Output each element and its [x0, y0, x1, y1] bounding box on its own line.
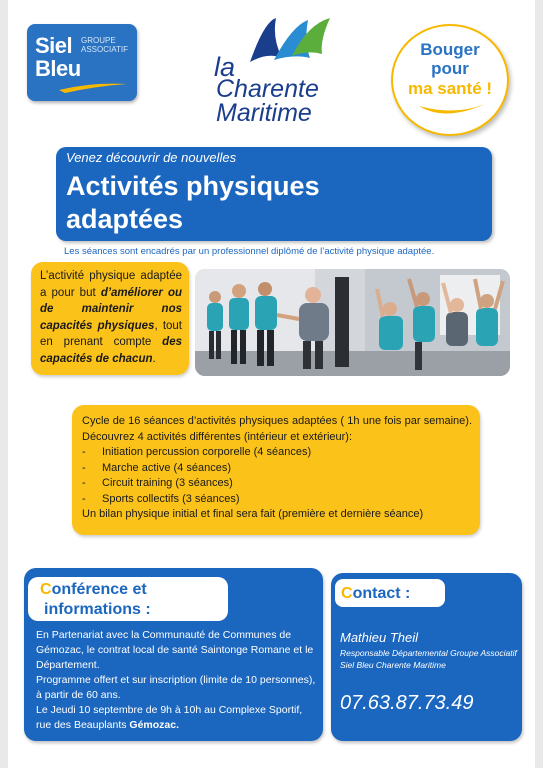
list-item: [82, 476, 472, 492]
contact-title-initial: C: [341, 585, 353, 602]
siel-swoosh-icon: [57, 80, 131, 94]
title-pretext: Venez découvrir de nouvelles: [66, 150, 237, 165]
contact-title-rest: ontact :: [352, 585, 411, 602]
conference-paragraph-2: Programme offert et sur inscription (limite de 10 personnes), à partir de 60 ans.: [36, 674, 316, 701]
activity-label: Initiation percussion corporelle (4 séances): [102, 446, 312, 458]
title-subtitle: Les séances sont encadrés par un professionnel diplômé de l’activité physique adaptée.: [64, 246, 435, 257]
activity-list: [82, 445, 472, 507]
intro-emphasis-2: des capacités de chacun: [40, 336, 182, 365]
contact-role: Responsable Départemental Groupe Associatif Siel Bleu Charente Maritime: [340, 648, 517, 670]
page-border-right: [535, 0, 543, 768]
contact-phone[interactable]: 07.63.87.73.49: [340, 692, 474, 714]
conference-paragraph-1: En Partenariat avec la Communauté de Communes de Gémozac, le contrat local de santé Saintonge Romane et le Département.: [36, 629, 314, 671]
intro-text-part: , tout en prenant compte: [40, 319, 183, 348]
conference-title-line2: informations :: [44, 601, 151, 618]
title-banner: [56, 147, 492, 241]
activity-label: Marche active (4 séances): [102, 461, 231, 474]
activity-label: Circuit training (3 séances): [102, 477, 233, 489]
intro-emphasis-1: d’améliorer ou de maintenir nos capacités physiques: [40, 286, 182, 332]
bouger-badge: [391, 24, 509, 136]
siel-logo-groupe: GROUPE: [81, 36, 116, 45]
list-item: [82, 461, 472, 477]
cycle-intro: Cycle de 16 séances d’activités physiques adaptées ( 1h une fois par semaine). Découvrez 4 activités différentes (intérieur et extérieur):: [82, 415, 472, 443]
charente-logo-la: la: [214, 52, 236, 82]
activity-label: Sports collectifs (3 séances): [102, 492, 240, 505]
cycle-outro: Un bilan physique initial et final sera fait (première et dernière séance): [82, 508, 424, 520]
activity-photo-illustration: [195, 269, 510, 376]
siel-logo-word-siel: Siel: [35, 33, 73, 58]
contact-name: Mathieu Theil: [340, 630, 419, 645]
cycle-text: [82, 414, 472, 523]
charente-logo-charente: Charente: [216, 75, 319, 103]
list-item: [82, 492, 472, 508]
conference-title-initial: C: [40, 581, 52, 598]
conference-paragraph-3: [36, 703, 316, 733]
page-border-left: [0, 0, 8, 768]
conference-body: [36, 628, 316, 733]
intro-text-part: .: [152, 352, 156, 365]
dash-bullet: -: [82, 477, 86, 489]
badge-pour: pour: [431, 59, 469, 78]
conference-date-text: Le Jeudi 10 septembre de 9h à 10h au Complexe Sportif, rue des Beauplants: [36, 704, 303, 731]
siel-logo-associatif: ASSOCIATIF: [81, 45, 128, 54]
intro-text: [40, 268, 182, 367]
conference-title-rest: onférence et: [51, 581, 147, 598]
charente-logo-maritime: Maritime: [216, 99, 312, 127]
badge-swoosh-icon: [415, 100, 489, 122]
intro-box: [31, 262, 189, 375]
badge-bouger: Bouger: [420, 40, 480, 59]
badge-ma-sante: ma santé !: [407, 79, 493, 98]
cycle-box: [72, 405, 480, 535]
list-item: [82, 445, 472, 461]
conference-location: Gémozac.: [129, 719, 180, 731]
siel-bleu-logo: [27, 24, 137, 101]
page-title-line1: Activités physiques: [66, 171, 320, 201]
siel-logo-word-bleu: Bleu: [35, 56, 81, 81]
contact-title: [341, 585, 410, 603]
activity-photo: [195, 269, 510, 376]
conference-title-line1: [40, 581, 147, 599]
dash-bullet: -: [82, 461, 86, 474]
dash-bullet: -: [82, 446, 86, 458]
page-title-line2: adaptées: [66, 204, 184, 234]
intro-text-part: L’activité physique adaptée a pour but: [40, 270, 182, 299]
dash-bullet: -: [82, 492, 86, 505]
charente-bird-icon: [248, 16, 332, 76]
